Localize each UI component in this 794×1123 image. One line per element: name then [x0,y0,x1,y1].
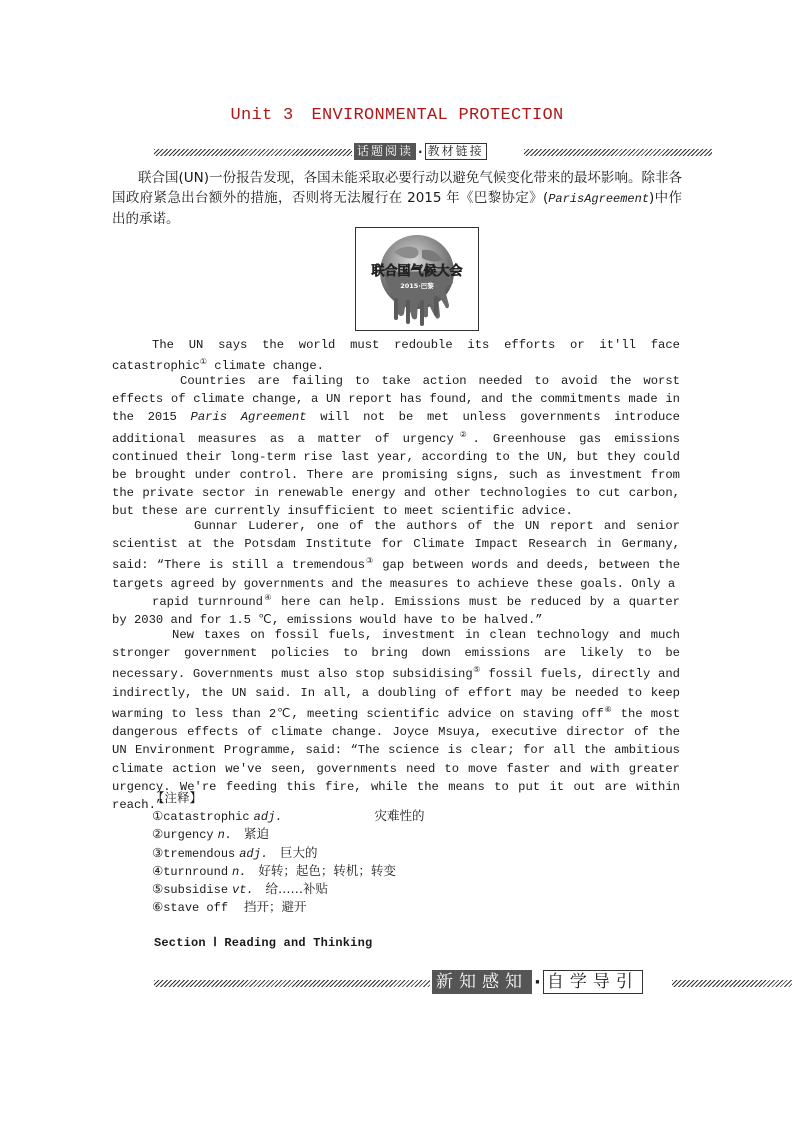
note-item [152,825,424,843]
note-meaning: 巨大的 [279,844,318,860]
p2-text-a: Countries are failing to take action needed to avoid the worst effects of climate change, a UN report has found, and the commitments made in the 2015 [112,374,680,425]
note-word: stave off [163,901,229,916]
note-pos: adj. [239,846,269,861]
p2-text-b: will not be met unless governments introduce additional measures as a matter of urgency [112,410,680,446]
climate-conference-image [355,227,479,331]
intro-text-a: 联合国(UN)一份报告发现，各国未能采取必要行动以避免气候变化带来的最坏影响。除非各国政府紧急出台额外的措施，否则将无法履行在 2015 年《巴黎协定》( [112,170,682,206]
intro-paragraph [112,168,682,229]
melting-globe-illustration [356,228,478,330]
footer-banner-left: 新知感知 [432,970,532,994]
note-number: ④ [152,862,164,878]
p4-footnote-mark-2: ⑥ [603,705,613,715]
p4-text-c: the most dangerous effects of climate change. Joyce Msuya, executive director of the UN Environment Programme, said: “The science is clear; for all the ambitious climate action we've seen, governments need to move faster and with greater urgency. We're feeding this fire, while the means to put it out are within reach.” [112,706,681,812]
footer-hatch-right [672,980,792,987]
p2-italic: Paris Agreement [190,410,307,425]
banner-label-right: 教材链接 [425,143,487,160]
p1-text-b: climate change. [206,359,324,374]
p1-text-a: The UN says the world must redouble its efforts or it'll face catastrophic [112,338,680,374]
note-number: ③ [152,844,164,860]
p2-footnote-mark: ② [453,430,473,440]
note-item [152,898,424,916]
p3-footnote-mark: ③ [365,557,374,567]
banner-separator: · [418,144,423,159]
note-meaning: 灾难性的 [374,808,425,824]
note-word: tremendous [163,846,236,861]
note-number: ② [152,826,164,842]
note-word: subsidise [163,882,229,897]
image-caption-sub: 2015·巴黎 [400,282,434,290]
note-pos: n. [217,828,233,843]
note-number: ① [152,808,164,824]
p3-text-a: Gunnar Luderer, one of the authors of the UN report and senior scientist at the Potsdam Institute for Climate Impact Research in Germany, said: “There is still a tremendous [112,519,680,573]
p3-text-d: here can help. Emissions must be reduced by a quarter by 2030 and for 1.5 ℃, emissions would have to be halved.” [112,595,680,628]
footer-banner-right: 自学导引 [543,970,643,994]
note-pos: adj. [253,810,283,825]
intro-text-b: )中作出的承诺。 [112,190,682,227]
note-pos: vt. [232,882,254,897]
notes-section [152,789,424,916]
note-item [152,844,424,862]
p4-text-a: New taxes on fossil fuels, investment in clean technology and much stronger government policies to bring down emissions are likely to be necessary. Governments must also stop subsidising [112,628,680,682]
note-word: turnround [163,864,229,879]
unit-title [0,106,794,125]
notes-heading: 【注释】 [152,790,203,805]
note-item [152,862,424,880]
article-paragraph-3-cont [112,590,680,629]
note-number: ⑤ [152,880,164,896]
intro-italic: ParisAgreement [548,192,650,206]
note-word: catastrophic [163,810,250,825]
hatch-rule-right [524,149,712,156]
article-paragraph-1 [112,336,680,375]
p2-text-c: . Greenhouse gas emissions continued their long-term rise last year, according to the UN, but they could be brought under control. There are promising signs, such as investment from the private sector in renewable energy and other technologies to cut carbon, but these are currently insufficient to meet scientific advice. [112,431,681,519]
note-word: urgency [163,828,214,843]
footer-hatch-left [154,980,430,987]
p1-footnote-mark: ① [199,358,207,368]
note-meaning: 挡开；避开 [243,899,307,915]
note-meaning: 紧迫 [243,826,269,842]
note-item [152,880,424,898]
note-meaning: 好转；起色；转机；转变 [258,862,396,878]
note-number: ⑥ [152,899,164,915]
p3-text-b: gap between words and deeds, between the targets agreed by governments and the measures to achieve these goals. Only a [112,558,681,591]
unit-number: Unit 3 [230,106,294,125]
p4-text-b: fossil fuels, directly and indirectly, the UN said. In all, a doubling of effort may be needed to keep warming to less than 2℃, meeting scientific advice on staving off [112,667,680,721]
p3-text-c: rapid turnround [152,595,263,610]
banner-label-left: 话题阅读 [354,143,416,160]
note-meaning: 给……补贴 [265,880,329,896]
article-paragraph-2 [112,372,680,521]
section-heading: Section Ⅰ Reading and Thinking [154,936,373,950]
unit-name: ENVIRONMENTAL PROTECTION [311,106,564,125]
topic-banner [354,143,487,160]
p4-footnote-mark: ⑤ [472,666,481,676]
note-item [152,807,424,825]
hatch-rule-left [154,149,352,156]
footer-banner-separator: · [534,971,541,993]
article-paragraph-4 [112,626,680,814]
image-caption-main: 联合国气候大会 [371,264,463,279]
footer-banner [432,970,643,994]
note-pos: n. [232,864,247,879]
article-paragraph-3 [112,517,680,593]
p3-footnote-mark-2: ④ [262,594,273,603]
